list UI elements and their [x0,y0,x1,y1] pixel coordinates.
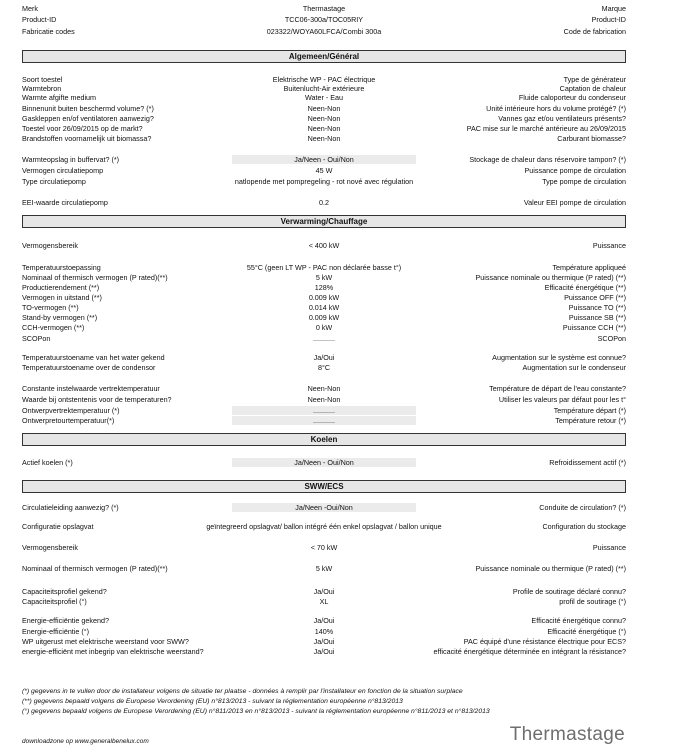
value: Neen-Non [307,114,341,123]
label-fr: Profile de soutirage déclaré connu? [512,587,626,596]
value: Ja/Oui [313,637,335,646]
table-row [22,627,626,636]
label-fr: Unité intérieure hors du volume protégé? (*) [486,104,626,113]
label-fr: Efficacité énergétique connu? [531,616,626,625]
label-nl: Type circulatiepomp [22,177,86,186]
label-fr: Marque [601,4,626,13]
label-fr: Puissance CCH (**) [562,323,626,332]
value: < 400 kW [308,241,340,250]
value: Ja/Neen - Oui/Non [232,458,416,467]
footnote-3: (°) gegevens bepaald volgens de Europese Verordening (EU) n°811/2013 en n°813/2013 - suivant la réglementation européenne n°811/2013 et n°813/2013 [22,708,490,715]
table-row [22,15,626,24]
footnote-2: (**) gegevens bepaald volgens de Europese Verordening (EU) n°813/2013 - suivant la réglementation européenne n°813/2013 [22,698,403,705]
label-nl: Soort toestel [22,75,63,84]
table-row [22,114,626,123]
label-fr: PAC équipé d'une résistance électrique pour ECS? [463,637,626,646]
table-row [22,384,626,393]
label-nl: CCH-vermogen (**) [22,323,85,332]
value: ........... [232,416,416,425]
brand-logo: Thermastage [509,724,625,745]
label-nl: WP uitgerust met elektrische weerstand voor SWW? [22,637,189,646]
label-fr: SCOPon [597,334,626,343]
label-fr: Stockage de chaleur dans réservoire tampon? (*) [469,155,626,164]
table-row [22,93,626,102]
label-fr: Type pompe de circulation [542,177,626,186]
value: 45 W [315,166,333,175]
label-fr: Puissance [592,241,626,250]
footnote-1: (*) gegevens in te vullen door de installateur volgens de situatie ter plaatse - données à remplir par l'installateur en fonction de la situation surplace [22,688,463,695]
value: Ja/Oui [313,587,335,596]
value: Neen-Non [307,384,341,393]
label-nl: Capaciteitsprofiel gekend? [22,587,107,596]
value: Ja/Oui [313,616,335,625]
label-fr: Puissance nominale ou thermique (P rated) (**) [475,273,626,282]
label-nl: Constante instelwaarde vertrektemperatuur [22,384,160,393]
label-nl: Productierendement (**) [22,283,100,292]
value: Buitenlucht-Air extérieure [283,84,365,93]
value: Ja/Oui [313,353,335,362]
table-row [22,522,626,531]
label-nl: Temperatuurstoepassing [22,263,101,272]
label-nl: Waarde bij ontstentenis voor de temperaturen? [22,395,172,404]
label-fr: Refroidissement actif (*) [549,458,626,467]
label-nl: Capaciteitsprofiel (°) [22,597,87,606]
label-fr: Product-ID [591,15,626,24]
table-row [22,406,626,415]
label-fr: Vannes gaz et/ou ventilateurs présents? [498,114,626,123]
label-nl: Energie-efficiëntie (°) [22,627,90,636]
download-link[interactable]: downloadzone op www.generalbenelux.com [22,738,149,745]
label-fr: Carburant biomasse? [557,134,626,143]
label-fr: Efficacité énergétique (°) [547,627,626,636]
label-fr: PAC mise sur le marché antérieure au 26/09/2015 [466,124,626,133]
table-row [22,647,626,656]
value: Ja/Neen - Oui/Non [232,155,416,164]
label-nl: Warmte afgifte medium [22,93,97,102]
section-cooling: Koelen [22,433,626,446]
value: ........... [232,406,416,415]
table-row [22,4,626,13]
table-row [22,503,626,512]
table-row [22,241,626,250]
label-fr: Puissance SB (**) [568,313,626,322]
table-row [22,416,626,425]
label-fr: profil de soutirage (°) [559,597,626,606]
table-row [22,177,626,186]
table-row [22,637,626,646]
value: XL [319,597,329,606]
label-nl: TO-vermogen (**) [22,303,79,312]
label-fr: Puissance OFF (**) [564,293,626,302]
table-row [22,124,626,133]
value: Thermastage [302,4,346,13]
table-row [22,353,626,362]
section-heating: Verwarming/Chauffage [22,215,626,228]
value: 5 kW [315,273,333,282]
label-nl: Vermogensbereik [22,241,78,250]
label-nl: Binnenunit buiten beschermd volume? (*) [22,104,154,113]
label-nl: Temperatuurstoename van het water gekend [22,353,165,362]
table-row [22,273,626,282]
label-nl: Vermogensbereik [22,543,78,552]
label-nl: Vermogen in uitstand (**) [22,293,102,302]
table-row [22,313,626,322]
table-row [22,616,626,625]
table-row [22,104,626,113]
value: 0.009 kW [308,293,340,302]
label-nl: Circulatieleiding aanwezig? (*) [22,503,119,512]
label-fr: Efficacité énergétique (**) [544,283,626,292]
value: 55°C (geen LT WP - PAC non déclarée basse t°) [246,263,402,272]
label-fr: Conduite de circulation? (*) [539,503,626,512]
label-fr: Utiliser les valeurs par défaut pour les t° [498,395,626,404]
label-fr: Augmentation sur le système est connue? [492,353,626,362]
label-nl: EEI-waarde circulatiepomp [22,198,108,207]
label-nl: Configuratie opslagvat [22,522,94,531]
value: 5 kW [315,564,333,573]
section-dhw: SWW/ECS [22,480,626,493]
label-nl: Fabricatie codes [22,27,75,36]
label-fr: Fluide caloporteur du condenseur [518,93,626,102]
label-nl: Gaskleppen en/of ventilatoren aanwezig? [22,114,154,123]
table-row [22,458,626,467]
label-nl: Warmteopslag in buffervat? (*) [22,155,120,164]
label-nl: SCOPon [22,334,51,343]
label-nl: Toestel voor 26/09/2015 op de markt? [22,124,143,133]
label-fr: efficacité énergétique déterminée en intégrant la résistance? [433,647,626,656]
label-nl: Temperatuurstoename over de condensor [22,363,156,372]
label-nl: Brandstoffen voornamelijk uit biomassa? [22,134,152,143]
label-nl: energie-efficiënt met inbegrip van elektrische weerstand? [22,647,204,656]
table-row [22,166,626,175]
label-nl: Vermogen circulatiepomp [22,166,104,175]
value: Ja/Oui [313,647,335,656]
value: ........... [313,334,335,343]
label-fr: Puissance nominale ou thermique (P rated) (**) [475,564,626,573]
value: < 70 kW [310,543,338,552]
table-row [22,155,626,164]
value: 023322/WOYA60LFCA/Combi 300a [266,27,382,36]
label-nl: Ontwerpretourtemperatuur(*) [22,416,115,425]
label-fr: Augmentation sur le condenseur [522,363,626,372]
label-fr: Code de fabrication [563,27,626,36]
value: 128% [314,283,334,292]
label-nl: Actief koelen (*) [22,458,73,467]
table-row [22,198,626,207]
value: Neen-Non [307,124,341,133]
label-fr: Puissance [592,543,626,552]
value: Neen-Non [307,134,341,143]
table-row [22,564,626,573]
table-row [22,363,626,372]
label-nl: Ontwerpvertrektemperatuur (*) [22,406,120,415]
value: 0.2 [319,198,329,207]
table-row [22,263,626,272]
table-row [22,597,626,606]
label-nl: Nominaal of thermisch vermogen (P rated)(**) [22,564,168,573]
label-fr: Captation de chaleur [559,84,626,93]
table-row [22,283,626,292]
label-fr: Configuration du stockage [542,522,626,531]
table-row [22,293,626,302]
table-row [22,75,626,84]
label-nl: Nominaal of thermisch vermogen (P rated)(**) [22,273,168,282]
value: TCC06-300a/TOC05RIY [284,15,364,24]
table-row [22,303,626,312]
value: Ja/Neen -Oui/Non [232,503,416,512]
value: 140% [314,627,334,636]
value: 0 kW [315,323,333,332]
value: natlopende met pompregeling - rot nové avec régulation [234,177,414,186]
table-row [22,27,626,36]
table-row [22,543,626,552]
table-row [22,334,626,343]
table-row [22,395,626,404]
label-fr: Type de générateur [563,75,626,84]
value: Elektrische WP - PAC électrique [272,75,376,84]
value: 0.014 kW [308,303,340,312]
section-general: Algemeen/Général [22,50,626,63]
label-fr: Température de départ de l'eau constante? [489,384,626,393]
label-fr: Puissance pompe de circulation [524,166,626,175]
table-row [22,323,626,332]
label-nl: Product-ID [22,15,57,24]
value: geïntegreerd opslagvat/ ballon intégré één enkel opslagvat / ballon unique [206,522,442,531]
value: 0.009 kW [308,313,340,322]
label-nl: Stand-by vermogen (**) [22,313,98,322]
label-fr: Température départ (*) [553,406,626,415]
label-fr: Valeur EEI pompe de circulation [523,198,626,207]
value: Water - Eau [304,93,344,102]
table-row [22,134,626,143]
value: Neen-Non [307,104,341,113]
label-nl: Energie-efficiëntie gekend? [22,616,109,625]
value: 8°C [317,363,331,372]
table-row [22,587,626,596]
label-nl: Warmtebron [22,84,62,93]
label-fr: Température retour (*) [555,416,626,425]
label-fr: Puissance TO (**) [568,303,626,312]
label-fr: Température appliqueé [552,263,626,272]
value: Neen-Non [307,395,341,404]
label-nl: Merk [22,4,38,13]
table-row [22,84,626,93]
